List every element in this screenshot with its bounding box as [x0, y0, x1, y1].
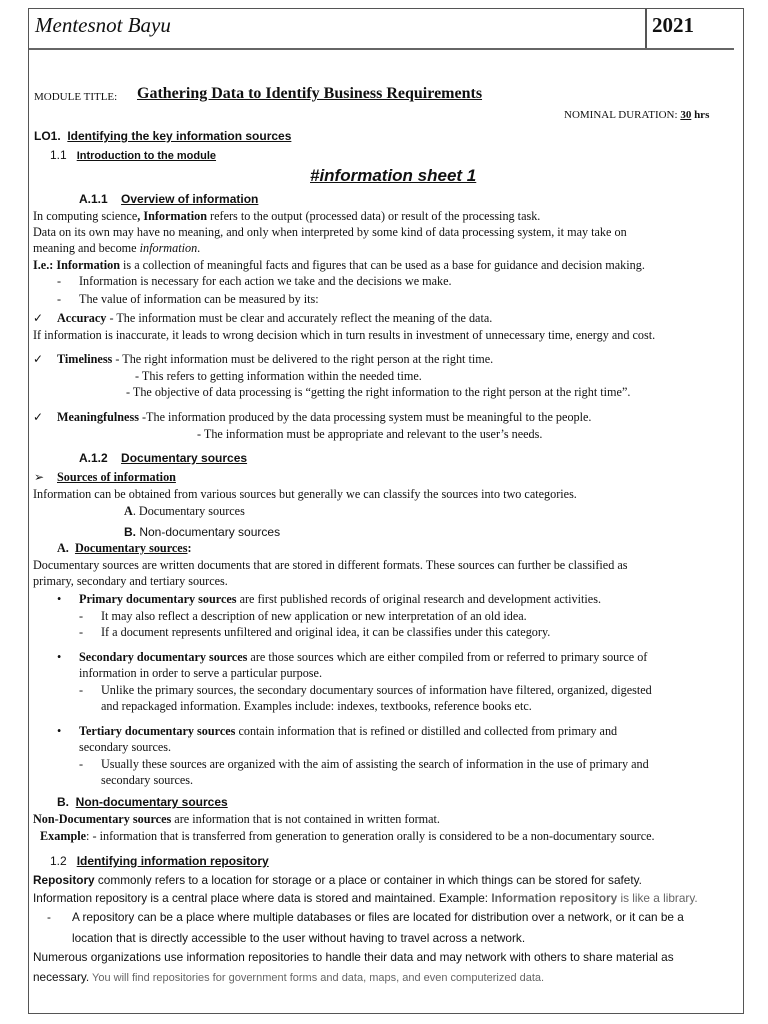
lo1-heading — [34, 129, 291, 145]
accuracy-term: Accuracy — [57, 311, 107, 325]
secondary-sources — [79, 650, 647, 666]
source-category-b — [124, 525, 280, 541]
dash-marker: - — [79, 609, 84, 623]
author-name: Mentesnot Bayu — [35, 13, 171, 37]
section-a-1-2-title: Documentary sources — [121, 451, 248, 465]
section-1-1-number: 1.1 — [50, 148, 67, 162]
non-documentary-heading — [57, 795, 228, 811]
repo-l5b: You will find repositories for government forms and data, maps, and even computerized data. — [89, 972, 545, 984]
meaningfulness-item — [57, 410, 591, 426]
documentary-line-2: primary, secondary and tertiary sources. — [33, 574, 228, 588]
timeliness-term: Timeliness — [57, 352, 113, 366]
repo-l2a: Information repository is a central place where data is stored and maintained. Example: — [33, 891, 492, 905]
non-documentary-example — [40, 829, 655, 845]
paragraph-2-line-1: Data on its own may have no meaning, and only when interpreted by some kind of data processing system, it may take on — [33, 225, 627, 239]
paragraph-2-line-2 — [33, 241, 200, 257]
tertiary-detail-1: Usually these sources are organized with the aim of assisting the search of information in the use of primary and — [101, 757, 649, 771]
duration-unit: hrs — [694, 109, 710, 121]
section-1-1-title: Introduction to the module — [76, 150, 217, 162]
category-a-text: . Documentary sources — [132, 504, 245, 518]
dash-marker: - — [57, 274, 62, 288]
paragraph-3 — [33, 258, 645, 274]
tertiary-detail-1b: secondary sources. — [101, 773, 194, 787]
repo-l5a: necessary. — [33, 970, 90, 984]
p3-b: is a collection of meaningful facts and figures that can be used as a base for guidance and decision making. — [120, 258, 645, 272]
repository-text: commonly refers to a location for storage or a place or container in which things can be stored for safety. — [94, 873, 642, 887]
dash-item-1: Information is necessary for each action we take and the decisions we make. — [79, 274, 452, 288]
dash-item-2: The value of information can be measured by its: — [79, 292, 319, 306]
lo1-title: Identifying the key information sources — [67, 129, 292, 143]
example-text: : - information that is transferred from generation to generation orally is considered to be a non-documentary source. — [86, 829, 655, 843]
primary-text: are first published records of original research and development activities. — [236, 592, 601, 606]
dash-marker: - — [47, 910, 51, 924]
tertiary-sources — [79, 724, 617, 740]
timeliness-line-2: - This refers to getting information within the needed time. — [135, 369, 422, 383]
repository-line-2 — [33, 891, 698, 907]
repository-definition — [33, 873, 642, 889]
secondary-detail-1b: and repackaged information. Examples include: indexes, textbooks, reference books etc. — [101, 699, 532, 713]
information-sheet-title: #information sheet 1 — [310, 166, 477, 185]
bullet-icon: • — [57, 650, 62, 664]
repository-term: Repository — [33, 873, 95, 887]
source-category-a — [124, 504, 245, 520]
primary-term: Primary documentary sources — [79, 592, 237, 606]
meaningfulness-text: -The information produced by the data processing system must be meaningful to the people. — [138, 410, 592, 424]
non-documentary-definition — [33, 812, 440, 828]
repository-detail-1: A repository can be a place where multiple databases or files are located for distribution over a network, or it can be a — [72, 910, 684, 924]
primary-sources — [79, 592, 601, 608]
duration-label: NOMINAL DURATION: — [564, 109, 678, 121]
timeliness-line-3: - The objective of data processing is “getting the right information to the right person at the right time”. — [126, 385, 631, 399]
timeliness-text: - The right information must be delivered to the right person at the right time. — [112, 352, 494, 366]
documentary-colon: : — [187, 541, 192, 555]
p2-c: . — [197, 241, 201, 255]
repository-detail-1b: location that is directly accessible to the user without having to travel across a network. — [72, 931, 526, 945]
category-b-text: Non-documentary sources — [136, 525, 281, 539]
check-icon: ✓ — [33, 311, 44, 325]
non-documentary-text: are information that is not contained in written format. — [171, 812, 440, 826]
documentary-title: Documentary sources — [74, 541, 188, 555]
p2-a: meaning and become — [33, 241, 140, 255]
accuracy-text: - The information must be clear and accurately reflect the meaning of the data. — [106, 311, 493, 325]
p3-a: I.e.: Information — [33, 258, 120, 272]
arrow-icon: ➢ — [34, 470, 45, 484]
timeliness-item — [57, 352, 493, 368]
meaningfulness-term: Meaningfulness — [57, 410, 139, 424]
non-documentary-term: Non-Documentary sources — [33, 812, 172, 826]
secondary-line-2: information in order to serve a particular purpose. — [79, 666, 322, 680]
p1-c: refers to the output (processed data) or result of the processing task. — [207, 209, 541, 223]
tertiary-line-2: secondary sources. — [79, 740, 172, 754]
section-a-1-2 — [79, 451, 247, 467]
section-1-2-number: 1.2 — [50, 854, 67, 868]
sources-heading: Sources of information — [57, 470, 176, 484]
check-icon: ✓ — [33, 352, 44, 366]
bullet-icon: • — [57, 724, 62, 738]
primary-detail-2: If a document represents unfiltered and original idea, it can be classifies under this category. — [101, 625, 551, 639]
dash-marker: - — [57, 292, 62, 306]
tertiary-term: Tertiary documentary sources — [79, 724, 236, 738]
dash-marker: - — [79, 757, 84, 771]
repository-line-4: Numerous organizations use information repositories to handle their data and may network with others to share material as — [33, 950, 674, 964]
secondary-term: Secondary documentary sources — [79, 650, 248, 664]
sources-intro: Information can be obtained from various sources but generally we can classify the sources into two categories. — [33, 487, 577, 501]
tertiary-text: contain information that is refined or distilled and collected from primary and — [235, 724, 618, 738]
category-a-letter: A — [124, 504, 133, 518]
p1-b: , Information — [137, 209, 207, 223]
accuracy-item — [57, 311, 492, 327]
section-a-1-1 — [79, 192, 258, 208]
section-a-1-1-number: A.1.1 — [79, 192, 108, 206]
dash-marker: - — [79, 625, 84, 639]
repository-line-5 — [33, 970, 544, 987]
secondary-text: are those sources which are either compiled from or referred to primary source of — [247, 650, 648, 664]
paragraph-1 — [33, 209, 540, 225]
repo-l2b: Information repository — [491, 891, 618, 905]
secondary-detail-1: Unlike the primary sources, the secondary documentary sources of information have filtered, organized, digested — [101, 683, 652, 697]
repo-l2c: is like a library. — [617, 891, 698, 905]
p1-a: In computing science — [33, 209, 138, 223]
documentary-line-1: Documentary sources are written documents that are stored in different formats. These sources can further be classified as — [33, 558, 628, 572]
documentary-heading — [57, 541, 192, 557]
check-icon: ✓ — [33, 410, 44, 424]
primary-detail-1: It may also reflect a description of new application or new interpretation of an old idea. — [101, 609, 527, 623]
header-divider — [645, 9, 647, 48]
section-a-1-1-title: Overview of information — [121, 192, 259, 206]
section-1-2-title: Identifying information repository — [76, 854, 269, 868]
dash-marker: - — [79, 683, 84, 697]
nominal-duration — [564, 108, 709, 124]
section-a-1-2-number: A.1.2 — [79, 451, 108, 465]
section-1-2 — [50, 854, 269, 870]
duration-value: 30 — [680, 109, 692, 121]
p2-b: information — [139, 241, 198, 255]
lo1-prefix: LO1. — [34, 129, 61, 143]
non-documentary-title: Non-documentary sources — [75, 795, 228, 809]
category-b-letter: B. — [124, 525, 136, 539]
header-rule — [29, 48, 734, 50]
module-title: Gathering Data to Identify Business Requirements — [137, 85, 483, 102]
non-documentary-letter: B. — [57, 795, 69, 809]
module-title-label: MODULE TITLE: — [34, 91, 118, 103]
meaningfulness-line-2: - The information must be appropriate and relevant to the user’s needs. — [197, 427, 543, 441]
accuracy-note: If information is inaccurate, it leads to wrong decision which in turn results in investment of unnecessary time, energy and cost. — [33, 328, 656, 342]
example-term: Example — [40, 829, 87, 843]
documentary-letter: A. — [57, 541, 69, 555]
year: 2021 — [652, 13, 694, 37]
section-1-1 — [50, 148, 216, 165]
bullet-icon: • — [57, 592, 62, 606]
